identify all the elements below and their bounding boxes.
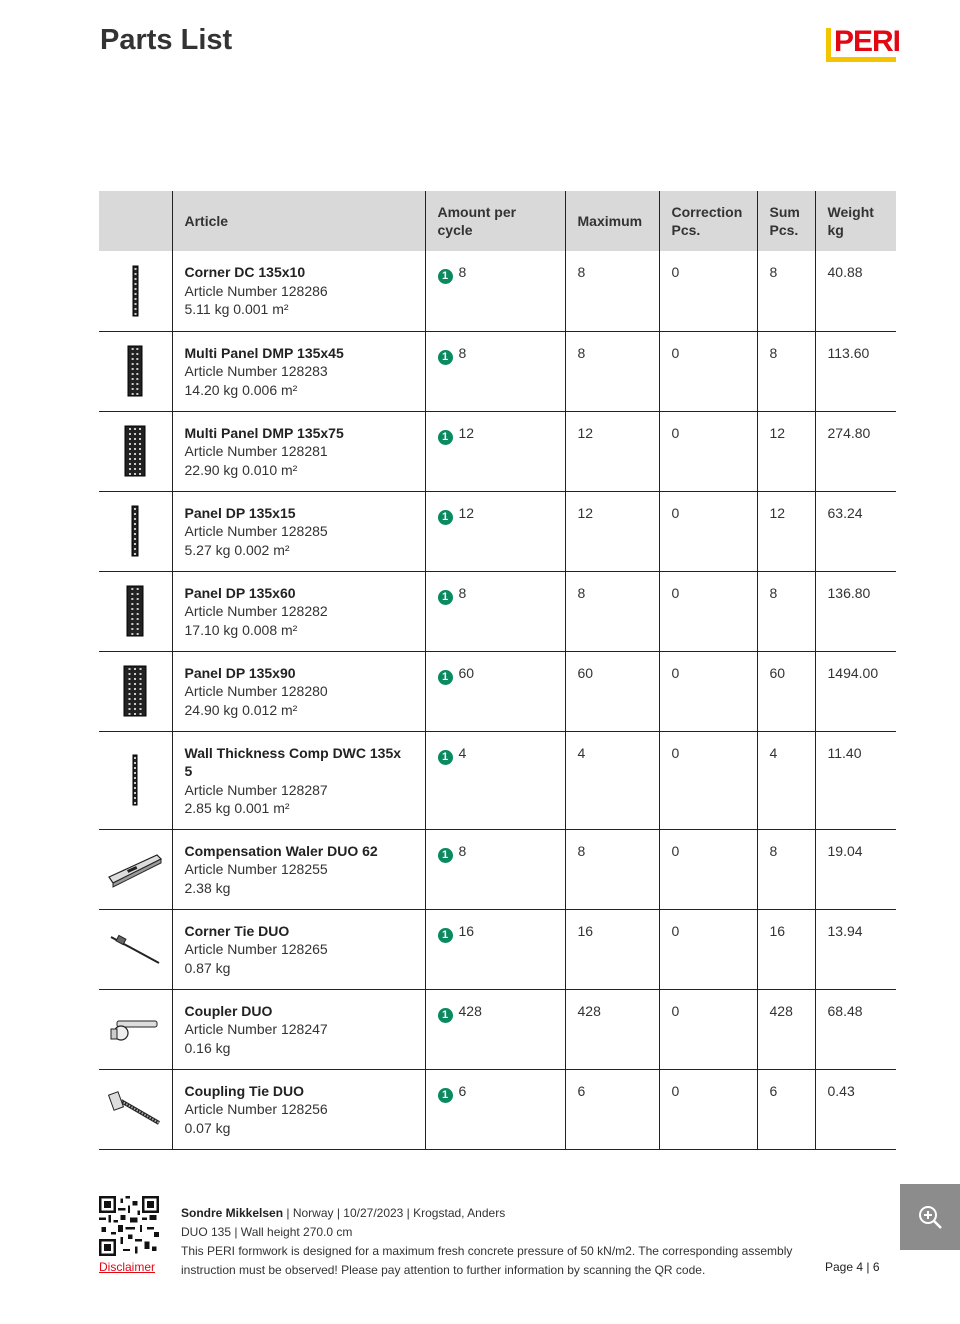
zoom-in-icon: [917, 1204, 943, 1230]
notice-line-1: This PERI formwork is designed for a maximum fresh concrete pressure of 50 kN/m2. The corresponding assembly: [181, 1244, 793, 1258]
amount-value: 8: [458, 842, 467, 859]
weight-cell: 0.43: [815, 1069, 896, 1149]
amount-value: 8: [458, 584, 467, 601]
article-name: Compensation Waler DUO 62: [184, 842, 378, 859]
article-specs: 2.85 kg 0.001 m²: [184, 800, 290, 816]
article-name: Corner DC 135x10: [184, 264, 306, 280]
cycle-badge: 1: [438, 350, 453, 365]
multi-panel-icon: [99, 344, 171, 398]
panel-narrow-icon: [99, 504, 171, 558]
amount-cell: [425, 909, 565, 989]
article-image-cell: [99, 731, 172, 829]
article-number: Article Number 128285: [184, 523, 328, 539]
table-row: [99, 909, 896, 989]
article-specs: 0.16 kg: [184, 1039, 231, 1056]
article-cell: [172, 829, 425, 909]
article-number: Article Number 128286: [184, 282, 328, 299]
multi-panel-wide-icon: [99, 424, 171, 478]
table-row: [99, 829, 896, 909]
correction-cell: 0: [659, 251, 757, 331]
table-row: [99, 251, 896, 331]
weight-cell: 19.04: [815, 829, 896, 909]
article-number: Article Number 128256: [184, 1101, 328, 1117]
corner-tie-icon: [99, 931, 171, 967]
header-sum: Sum Pcs.: [757, 191, 815, 251]
coupler-icon: [99, 1011, 171, 1047]
article-name: Wall Thickness Comp DWC 135x 5: [184, 744, 402, 779]
sum-cell: 4: [757, 731, 815, 829]
cycle-badge: 1: [438, 1088, 453, 1103]
weight-cell: 11.40: [815, 731, 896, 829]
logo-text: PERI: [834, 25, 901, 58]
project-info: DUO 135 | Wall height 270.0 cm: [181, 1225, 353, 1239]
article-name: Multi Panel DMP 135x45: [184, 344, 344, 361]
panel-medium-icon: [99, 584, 171, 638]
table-row: [99, 1069, 896, 1149]
maximum-cell: 6: [565, 1069, 659, 1149]
header-correction: Correction Pcs.: [659, 191, 757, 251]
article-number: Article Number 128255: [184, 861, 328, 877]
correction-cell: 0: [659, 651, 757, 731]
maximum-cell: 4: [565, 731, 659, 829]
footer-meta: | Norway | 10/27/2023 | Krogstad, Anders: [283, 1206, 506, 1220]
amount-value: 8: [458, 344, 467, 361]
sum-cell: 16: [757, 909, 815, 989]
maximum-cell: 12: [565, 411, 659, 491]
amount-cell: [425, 491, 565, 571]
sum-cell: 8: [757, 251, 815, 331]
article-number: Article Number 128281: [184, 443, 328, 459]
maximum-cell: 8: [565, 251, 659, 331]
header-article: Article: [172, 191, 425, 251]
author-name: Sondre Mikkelsen: [181, 1206, 284, 1220]
article-specs: 17.10 kg 0.008 m²: [184, 621, 298, 638]
maximum-cell: 60: [565, 651, 659, 731]
weight-cell: 13.94: [815, 909, 896, 989]
sum-cell: 12: [757, 411, 815, 491]
article-cell: [172, 989, 425, 1069]
correction-cell: 0: [659, 571, 757, 651]
amount-cell: [425, 651, 565, 731]
sum-cell: 8: [757, 829, 815, 909]
article-specs: 5.27 kg 0.002 m²: [184, 541, 290, 558]
article-image-cell: [99, 251, 172, 331]
corner-dc-icon: [99, 264, 171, 318]
article-number: Article Number 128265: [184, 941, 328, 957]
article-name: Panel DP 135x60: [184, 584, 296, 601]
maximum-cell: 428: [565, 989, 659, 1069]
sum-cell: 8: [757, 571, 815, 651]
zoom-button[interactable]: [900, 1184, 960, 1250]
header-image: [99, 191, 172, 251]
article-number: Article Number 128283: [184, 363, 328, 379]
header-maximum: Maximum: [565, 191, 659, 251]
correction-cell: 0: [659, 411, 757, 491]
cycle-badge: 1: [438, 750, 453, 765]
maximum-cell: 8: [565, 829, 659, 909]
table-row: [99, 651, 896, 731]
article-name: Panel DP 135x90: [184, 664, 296, 681]
amount-cell: [425, 829, 565, 909]
correction-cell: 0: [659, 829, 757, 909]
table-row: [99, 411, 896, 491]
article-image-cell: [99, 331, 172, 411]
amount-value: 16: [458, 922, 475, 939]
article-cell: [172, 251, 425, 331]
cycle-badge: 1: [438, 269, 453, 284]
correction-cell: 0: [659, 909, 757, 989]
article-cell: [172, 331, 425, 411]
amount-value: 12: [458, 424, 475, 441]
peri-logo: [826, 25, 901, 64]
article-specs: 0.07 kg: [184, 1119, 231, 1136]
amount-value: 60: [458, 664, 475, 681]
article-cell: [172, 571, 425, 651]
table-header-row: [99, 191, 896, 251]
amount-value: 4: [458, 744, 467, 761]
weight-cell: 1494.00: [815, 651, 896, 731]
waler-icon: [99, 849, 171, 889]
table-row: [99, 731, 896, 829]
article-image-cell: [99, 571, 172, 651]
article-name: Panel DP 135x15: [184, 504, 296, 521]
amount-cell: [425, 1069, 565, 1149]
article-specs: 5.11 kg 0.001 m²: [184, 301, 289, 317]
amount-cell: [425, 571, 565, 651]
article-image-cell: [99, 491, 172, 571]
article-specs: 14.20 kg 0.006 m²: [184, 381, 298, 398]
amount-value: 6: [458, 1082, 467, 1099]
weight-cell: 68.48: [815, 989, 896, 1069]
article-image-cell: [99, 411, 172, 491]
qr-code-icon[interactable]: [99, 1196, 159, 1256]
article-name: Corner Tie DUO: [184, 922, 290, 939]
sum-cell: 428: [757, 989, 815, 1069]
article-number: Article Number 128287: [184, 781, 328, 798]
article-specs: 0.87 kg: [184, 959, 231, 976]
article-number: Article Number 128280: [184, 683, 328, 699]
article-cell: [172, 411, 425, 491]
maximum-cell: 8: [565, 331, 659, 411]
cycle-badge: 1: [438, 670, 453, 685]
maximum-cell: 8: [565, 571, 659, 651]
cycle-badge: 1: [438, 590, 453, 605]
article-name: Coupling Tie DUO: [184, 1082, 305, 1099]
wall-comp-icon: [99, 753, 171, 807]
cycle-badge: 1: [438, 928, 453, 943]
disclaimer-link[interactable]: Disclaimer: [99, 1260, 156, 1274]
correction-cell: 0: [659, 1069, 757, 1149]
sum-cell: 6: [757, 1069, 815, 1149]
article-name: Coupler DUO: [184, 1002, 273, 1019]
header-amount-per-cycle: Amount per cycle: [425, 191, 565, 251]
weight-cell: 40.88: [815, 251, 896, 331]
weight-cell: 274.80: [815, 411, 896, 491]
amount-cell: [425, 411, 565, 491]
cycle-badge: 1: [438, 510, 453, 525]
article-cell: [172, 909, 425, 989]
article-image-cell: [99, 909, 172, 989]
page-number: Page 4 | 6: [825, 1260, 880, 1274]
correction-cell: 0: [659, 491, 757, 571]
amount-cell: [425, 251, 565, 331]
amount-cell: [425, 731, 565, 829]
notice-line-2: instruction must be observed! Please pay attention to further information by scanning the QR code.: [181, 1263, 706, 1277]
parts-table: [99, 191, 896, 1150]
correction-cell: 0: [659, 331, 757, 411]
article-cell: [172, 651, 425, 731]
header-weight: Weight kg: [815, 191, 896, 251]
amount-value: 8: [458, 264, 467, 280]
amount-cell: [425, 331, 565, 411]
sum-cell: 60: [757, 651, 815, 731]
article-specs: 22.90 kg 0.010 m²: [184, 461, 298, 478]
amount-value: 428: [458, 1002, 482, 1019]
cycle-badge: 1: [438, 430, 453, 445]
correction-cell: 0: [659, 731, 757, 829]
article-specs: 24.90 kg 0.012 m²: [184, 701, 298, 718]
article-number: Article Number 128247: [184, 1021, 328, 1037]
table-row: [99, 331, 896, 411]
weight-cell: 113.60: [815, 331, 896, 411]
article-cell: [172, 491, 425, 571]
cycle-badge: 1: [438, 848, 453, 863]
article-image-cell: [99, 989, 172, 1069]
page-title: Parts List: [100, 24, 233, 56]
article-specs: 2.38 kg: [184, 879, 231, 896]
article-number: Article Number 128282: [184, 603, 328, 619]
weight-cell: 136.80: [815, 571, 896, 651]
article-cell: [172, 1069, 425, 1149]
panel-wide-icon: [99, 664, 171, 718]
correction-cell: 0: [659, 989, 757, 1069]
article-image-cell: [99, 829, 172, 909]
maximum-cell: 16: [565, 909, 659, 989]
table-row: [99, 491, 896, 571]
sum-cell: 8: [757, 331, 815, 411]
maximum-cell: 12: [565, 491, 659, 571]
article-image-cell: [99, 651, 172, 731]
article-image-cell: [99, 1069, 172, 1149]
sum-cell: 12: [757, 491, 815, 571]
article-cell: [172, 731, 425, 829]
table-row: [99, 571, 896, 651]
amount-cell: [425, 989, 565, 1069]
cycle-badge: 1: [438, 1008, 453, 1023]
table-row: [99, 989, 896, 1069]
weight-cell: 63.24: [815, 491, 896, 571]
footer-text: [181, 1204, 792, 1280]
amount-value: 12: [458, 504, 475, 521]
article-name: Multi Panel DMP 135x75: [184, 424, 344, 441]
coupling-tie-icon: [99, 1089, 171, 1129]
